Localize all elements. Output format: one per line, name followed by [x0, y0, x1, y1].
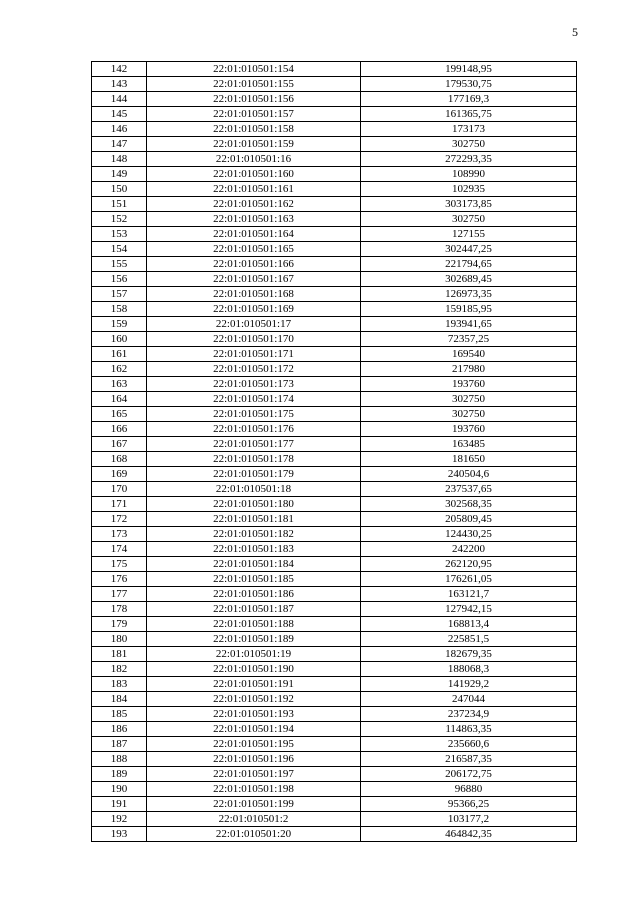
- value-cell: 247044: [361, 692, 577, 707]
- table-row: [92, 767, 577, 782]
- table-row: [92, 332, 577, 347]
- table-row: [92, 677, 577, 692]
- value-cell: 124430,25: [361, 527, 577, 542]
- row-number-cell: 180: [92, 632, 147, 647]
- value-cell: 205809,45: [361, 512, 577, 527]
- table-row: [92, 542, 577, 557]
- table-row: [92, 77, 577, 92]
- value-cell: 237234,9: [361, 707, 577, 722]
- value-cell: 242200: [361, 542, 577, 557]
- row-number-cell: 188: [92, 752, 147, 767]
- cadastral-number-cell: 22:01:010501:156: [147, 92, 361, 107]
- cadastral-number-cell: 22:01:010501:161: [147, 182, 361, 197]
- cadastral-number-cell: 22:01:010501:187: [147, 602, 361, 617]
- page-number: 5: [572, 25, 578, 39]
- table-row: [92, 197, 577, 212]
- cadastral-number-cell: 22:01:010501:190: [147, 662, 361, 677]
- row-number-cell: 189: [92, 767, 147, 782]
- value-cell: 193941,65: [361, 317, 577, 332]
- row-number-cell: 190: [92, 782, 147, 797]
- cadastral-number-cell: 22:01:010501:197: [147, 767, 361, 782]
- table-row: [92, 557, 577, 572]
- table-row: [92, 587, 577, 602]
- value-cell: 96880: [361, 782, 577, 797]
- table-row: [92, 182, 577, 197]
- table-row: [92, 107, 577, 122]
- value-cell: 302689,45: [361, 272, 577, 287]
- value-cell: 206172,75: [361, 767, 577, 782]
- row-number-cell: 183: [92, 677, 147, 692]
- cadastral-number-cell: 22:01:010501:165: [147, 242, 361, 257]
- cadastral-number-cell: 22:01:010501:170: [147, 332, 361, 347]
- value-cell: 221794,65: [361, 257, 577, 272]
- row-number-cell: 174: [92, 542, 147, 557]
- value-cell: 188068,3: [361, 662, 577, 677]
- table-row: [92, 317, 577, 332]
- row-number-cell: 169: [92, 467, 147, 482]
- value-cell: 114863,35: [361, 722, 577, 737]
- cadastral-number-cell: 22:01:010501:2: [147, 812, 361, 827]
- table-row: [92, 572, 577, 587]
- row-number-cell: 158: [92, 302, 147, 317]
- row-number-cell: 177: [92, 587, 147, 602]
- table-row: [92, 752, 577, 767]
- table-row: [92, 452, 577, 467]
- row-number-cell: 163: [92, 377, 147, 392]
- value-cell: 302750: [361, 407, 577, 422]
- table-row: [92, 227, 577, 242]
- cadastral-number-cell: 22:01:010501:183: [147, 542, 361, 557]
- row-number-cell: 164: [92, 392, 147, 407]
- value-cell: 181650: [361, 452, 577, 467]
- row-number-cell: 185: [92, 707, 147, 722]
- table-row: [92, 602, 577, 617]
- table-row: [92, 137, 577, 152]
- value-cell: 193760: [361, 377, 577, 392]
- cadastral-number-cell: 22:01:010501:158: [147, 122, 361, 137]
- row-number-cell: 166: [92, 422, 147, 437]
- cadastral-number-cell: 22:01:010501:180: [147, 497, 361, 512]
- row-number-cell: 162: [92, 362, 147, 377]
- value-cell: 168813,4: [361, 617, 577, 632]
- row-number-cell: 154: [92, 242, 147, 257]
- row-number-cell: 191: [92, 797, 147, 812]
- table-row: [92, 827, 577, 842]
- cadastral-number-cell: 22:01:010501:169: [147, 302, 361, 317]
- value-cell: 237537,65: [361, 482, 577, 497]
- row-number-cell: 159: [92, 317, 147, 332]
- cadastral-number-cell: 22:01:010501:175: [147, 407, 361, 422]
- table-row: [92, 437, 577, 452]
- value-cell: 159185,95: [361, 302, 577, 317]
- cadastral-number-cell: 22:01:010501:186: [147, 587, 361, 602]
- table-row: [92, 512, 577, 527]
- cadastral-number-cell: 22:01:010501:188: [147, 617, 361, 632]
- value-cell: 302750: [361, 392, 577, 407]
- cadastral-number-cell: 22:01:010501:157: [147, 107, 361, 122]
- row-number-cell: 171: [92, 497, 147, 512]
- value-cell: 272293,35: [361, 152, 577, 167]
- cadastral-number-cell: 22:01:010501:168: [147, 287, 361, 302]
- row-number-cell: 168: [92, 452, 147, 467]
- table-row: [92, 62, 577, 77]
- row-number-cell: 155: [92, 257, 147, 272]
- value-cell: 216587,35: [361, 752, 577, 767]
- value-cell: 302568,35: [361, 497, 577, 512]
- cadastral-number-cell: 22:01:010501:199: [147, 797, 361, 812]
- row-number-cell: 186: [92, 722, 147, 737]
- table-row: [92, 122, 577, 137]
- value-cell: 302750: [361, 137, 577, 152]
- value-cell: 199148,95: [361, 62, 577, 77]
- table-row: [92, 302, 577, 317]
- row-number-cell: 144: [92, 92, 147, 107]
- value-cell: 169540: [361, 347, 577, 362]
- cadastral-number-cell: 22:01:010501:193: [147, 707, 361, 722]
- value-cell: 303173,85: [361, 197, 577, 212]
- cadastral-number-cell: 22:01:010501:198: [147, 782, 361, 797]
- row-number-cell: 153: [92, 227, 147, 242]
- cadastral-number-cell: 22:01:010501:16: [147, 152, 361, 167]
- row-number-cell: 173: [92, 527, 147, 542]
- table-row: [92, 707, 577, 722]
- cadastral-value-table: [91, 61, 577, 842]
- value-cell: 102935: [361, 182, 577, 197]
- value-cell: 179530,75: [361, 77, 577, 92]
- cadastral-number-cell: 22:01:010501:189: [147, 632, 361, 647]
- cadastral-number-cell: 22:01:010501:195: [147, 737, 361, 752]
- value-cell: 141929,2: [361, 677, 577, 692]
- table-row: [92, 647, 577, 662]
- cadastral-number-cell: 22:01:010501:185: [147, 572, 361, 587]
- cadastral-number-cell: 22:01:010501:179: [147, 467, 361, 482]
- value-cell: 127155: [361, 227, 577, 242]
- table-row: [92, 152, 577, 167]
- row-number-cell: 184: [92, 692, 147, 707]
- table-row: [92, 272, 577, 287]
- row-number-cell: 187: [92, 737, 147, 752]
- table-row: [92, 617, 577, 632]
- cadastral-number-cell: 22:01:010501:171: [147, 347, 361, 362]
- table-row: [92, 392, 577, 407]
- row-number-cell: 157: [92, 287, 147, 302]
- row-number-cell: 161: [92, 347, 147, 362]
- table-row: [92, 377, 577, 392]
- value-cell: 302750: [361, 212, 577, 227]
- cadastral-number-cell: 22:01:010501:194: [147, 722, 361, 737]
- table-row: [92, 737, 577, 752]
- row-number-cell: 148: [92, 152, 147, 167]
- cadastral-number-cell: 22:01:010501:159: [147, 137, 361, 152]
- cadastral-number-cell: 22:01:010501:196: [147, 752, 361, 767]
- cadastral-number-cell: 22:01:010501:184: [147, 557, 361, 572]
- table-row: [92, 527, 577, 542]
- cadastral-number-cell: 22:01:010501:191: [147, 677, 361, 692]
- value-cell: 163121,7: [361, 587, 577, 602]
- cadastral-number-cell: 22:01:010501:173: [147, 377, 361, 392]
- row-number-cell: 146: [92, 122, 147, 137]
- table-row: [92, 422, 577, 437]
- table-row: [92, 212, 577, 227]
- row-number-cell: 165: [92, 407, 147, 422]
- row-number-cell: 147: [92, 137, 147, 152]
- cadastral-number-cell: 22:01:010501:181: [147, 512, 361, 527]
- table-row: [92, 407, 577, 422]
- value-cell: 126973,35: [361, 287, 577, 302]
- row-number-cell: 151: [92, 197, 147, 212]
- value-cell: 72357,25: [361, 332, 577, 347]
- cadastral-number-cell: 22:01:010501:174: [147, 392, 361, 407]
- table-row: [92, 287, 577, 302]
- cadastral-number-cell: 22:01:010501:163: [147, 212, 361, 227]
- value-cell: 182679,35: [361, 647, 577, 662]
- cadastral-number-cell: 22:01:010501:178: [147, 452, 361, 467]
- cadastral-number-cell: 22:01:010501:166: [147, 257, 361, 272]
- cadastral-number-cell: 22:01:010501:192: [147, 692, 361, 707]
- row-number-cell: 149: [92, 167, 147, 182]
- table-row: [92, 167, 577, 182]
- value-cell: 163485: [361, 437, 577, 452]
- table-row: [92, 722, 577, 737]
- cadastral-number-cell: 22:01:010501:167: [147, 272, 361, 287]
- row-number-cell: 178: [92, 602, 147, 617]
- table-row: [92, 467, 577, 482]
- value-cell: 217980: [361, 362, 577, 377]
- cadastral-number-cell: 22:01:010501:164: [147, 227, 361, 242]
- table-row: [92, 632, 577, 647]
- table-row: [92, 797, 577, 812]
- row-number-cell: 172: [92, 512, 147, 527]
- value-cell: 464842,35: [361, 827, 577, 842]
- cadastral-number-cell: 22:01:010501:172: [147, 362, 361, 377]
- cadastral-number-cell: 22:01:010501:155: [147, 77, 361, 92]
- table-row: [92, 482, 577, 497]
- row-number-cell: 176: [92, 572, 147, 587]
- value-cell: 262120,95: [361, 557, 577, 572]
- value-cell: 193760: [361, 422, 577, 437]
- table-row: [92, 92, 577, 107]
- cadastral-number-cell: 22:01:010501:17: [147, 317, 361, 332]
- table-row: [92, 812, 577, 827]
- value-cell: 225851,5: [361, 632, 577, 647]
- cadastral-number-cell: 22:01:010501:20: [147, 827, 361, 842]
- row-number-cell: 156: [92, 272, 147, 287]
- table-row: [92, 497, 577, 512]
- table-row: [92, 692, 577, 707]
- row-number-cell: 192: [92, 812, 147, 827]
- value-cell: 240504,6: [361, 467, 577, 482]
- value-cell: 173173: [361, 122, 577, 137]
- row-number-cell: 182: [92, 662, 147, 677]
- value-cell: 108990: [361, 167, 577, 182]
- row-number-cell: 193: [92, 827, 147, 842]
- row-number-cell: 143: [92, 77, 147, 92]
- value-cell: 235660,6: [361, 737, 577, 752]
- table-row: [92, 257, 577, 272]
- cadastral-number-cell: 22:01:010501:19: [147, 647, 361, 662]
- table-row: [92, 362, 577, 377]
- value-cell: 95366,25: [361, 797, 577, 812]
- cadastral-number-cell: 22:01:010501:177: [147, 437, 361, 452]
- table-row: [92, 782, 577, 797]
- row-number-cell: 179: [92, 617, 147, 632]
- row-number-cell: 181: [92, 647, 147, 662]
- value-cell: 177169,3: [361, 92, 577, 107]
- value-cell: 161365,75: [361, 107, 577, 122]
- table-row: [92, 242, 577, 257]
- cadastral-number-cell: 22:01:010501:154: [147, 62, 361, 77]
- row-number-cell: 167: [92, 437, 147, 452]
- table-body: [92, 62, 577, 842]
- value-cell: 103177,2: [361, 812, 577, 827]
- table-row: [92, 662, 577, 677]
- value-cell: 176261,05: [361, 572, 577, 587]
- value-cell: 302447,25: [361, 242, 577, 257]
- cadastral-number-cell: 22:01:010501:182: [147, 527, 361, 542]
- row-number-cell: 170: [92, 482, 147, 497]
- row-number-cell: 150: [92, 182, 147, 197]
- row-number-cell: 160: [92, 332, 147, 347]
- row-number-cell: 175: [92, 557, 147, 572]
- cadastral-number-cell: 22:01:010501:176: [147, 422, 361, 437]
- cadastral-number-cell: 22:01:010501:18: [147, 482, 361, 497]
- value-cell: 127942,15: [361, 602, 577, 617]
- row-number-cell: 152: [92, 212, 147, 227]
- cadastral-number-cell: 22:01:010501:160: [147, 167, 361, 182]
- row-number-cell: 142: [92, 62, 147, 77]
- cadastral-number-cell: 22:01:010501:162: [147, 197, 361, 212]
- table-row: [92, 347, 577, 362]
- row-number-cell: 145: [92, 107, 147, 122]
